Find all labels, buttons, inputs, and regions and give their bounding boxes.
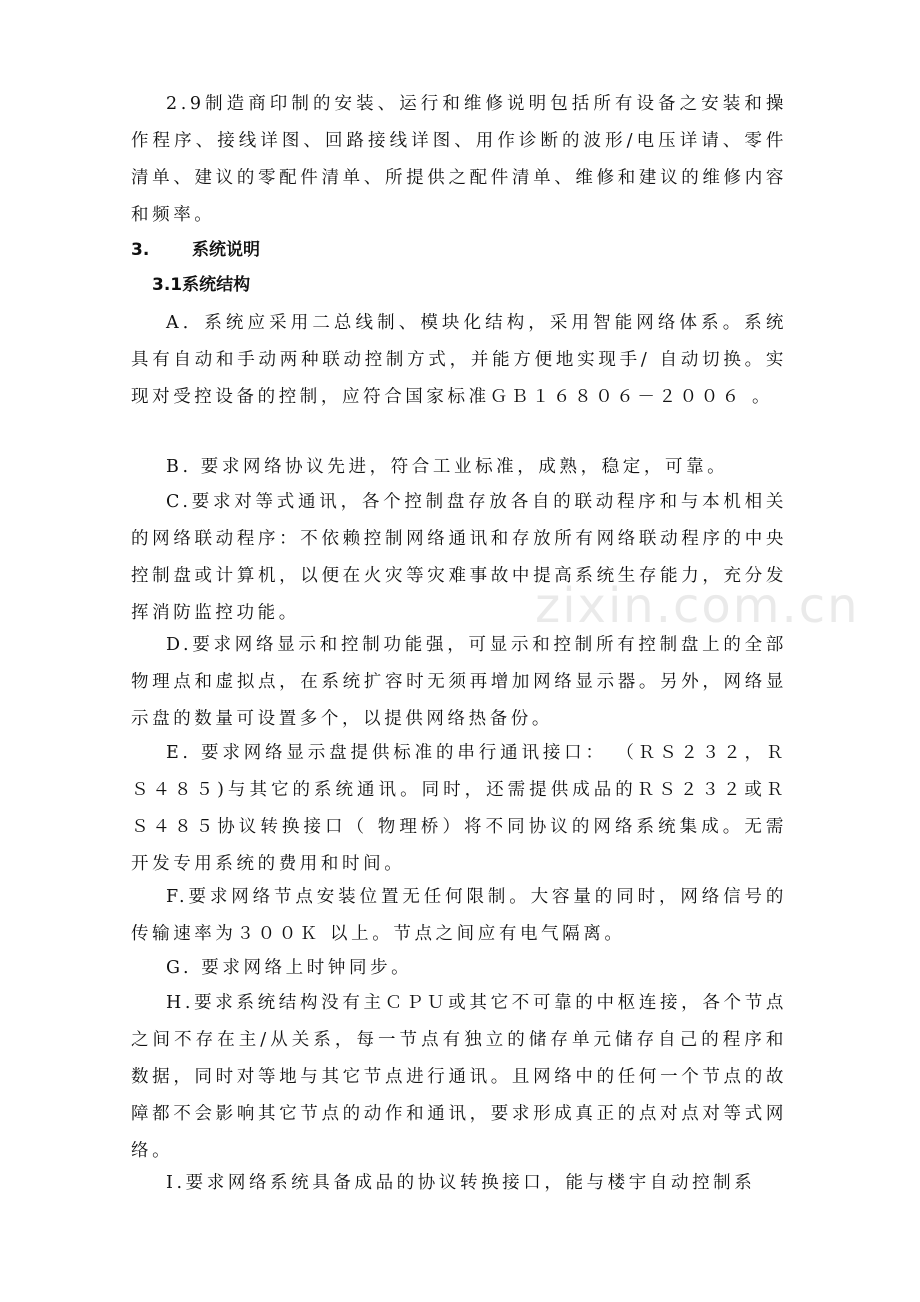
paragraph-g: G. 要求网络上时钟同步。	[166, 958, 413, 978]
paragraph-h: H.要求系统结构没有主ＣＰＵ或其它不可靠的中枢连接，各个节点之间不存在主/从关系，每一节点有独立的储存单元储存自己的程序和数据，同时对等地与其它节点进行通讯。且网络中的任何一个节点的故障都不会影响其它节点的动作和通讯，要求形成真正的点对点对等式网络。	[131, 993, 787, 1161]
paragraph-i: I.要求网络系统具备成品的协议转换接口，能与楼宇自动控制系	[166, 1173, 756, 1193]
watermark: zixin.com.cn	[535, 578, 860, 634]
paragraph-e: E. 要求网络显示盘提供标准的串行通讯接口： （ＲＳ２３２，ＲＳ４８５)与其它的系统通讯。同时，还需提供成品的ＲＳ２３２或ＲＳ４８５协议转换接口（ 物理桥）将不同协议的网络系统集成。无需开发专用系统的费用和时间。	[131, 743, 787, 874]
section-3-number: 3.	[131, 240, 150, 260]
paragraph-a: A．系统应采用二总线制、模块化结构，采用智能网络体系。系统具有自动和手动两种联动控制方式，并能方便地实现手/ 自动切换。实现对受控设备的控制，应符合国家标准ＧＢ１６８０６－２００６ 。	[131, 313, 787, 407]
paragraph-2-9: 2.9制造商印制的安装、运行和维修说明包括所有设备之安装和操作程序、接线详图、回路接线详图、用作诊断的波形/电压详请、零件清单、建议的零配件清单、所提供之配件清单、维修和建议的维修内容和频率。	[131, 94, 787, 225]
section-3-1-title: 3.1系统结构	[152, 275, 251, 295]
paragraph-b: B. 要求网络协议先进，符合工业标准，成熟，稳定，可靠。	[166, 457, 729, 477]
paragraph-c: C.要求对等式通讯，各个控制盘存放各自的联动程序和与本机相关的网络联动程序：不依赖控制网络通讯和存放所有网络联动程序的中央控制盘或计算机，以便在火灾等灾难事故中提高系统生存能力，充分发挥消防监控功能。	[131, 492, 787, 623]
paragraph-f: F.要求网络节点安装位置无任何限制。大容量的同时，网络信号的传输速率为３００Ｋ 以上。节点之间应有电气隔离。	[131, 887, 787, 944]
section-3-title: 系统说明	[192, 240, 260, 260]
paragraph-d: D.要求网络显示和控制功能强，可显示和控制所有控制盘上的全部物理点和虚拟点，在系统扩容时无须再增加网络显示器。另外，网络显示盘的数量可设置多个，以提供网络热备份。	[131, 635, 787, 729]
